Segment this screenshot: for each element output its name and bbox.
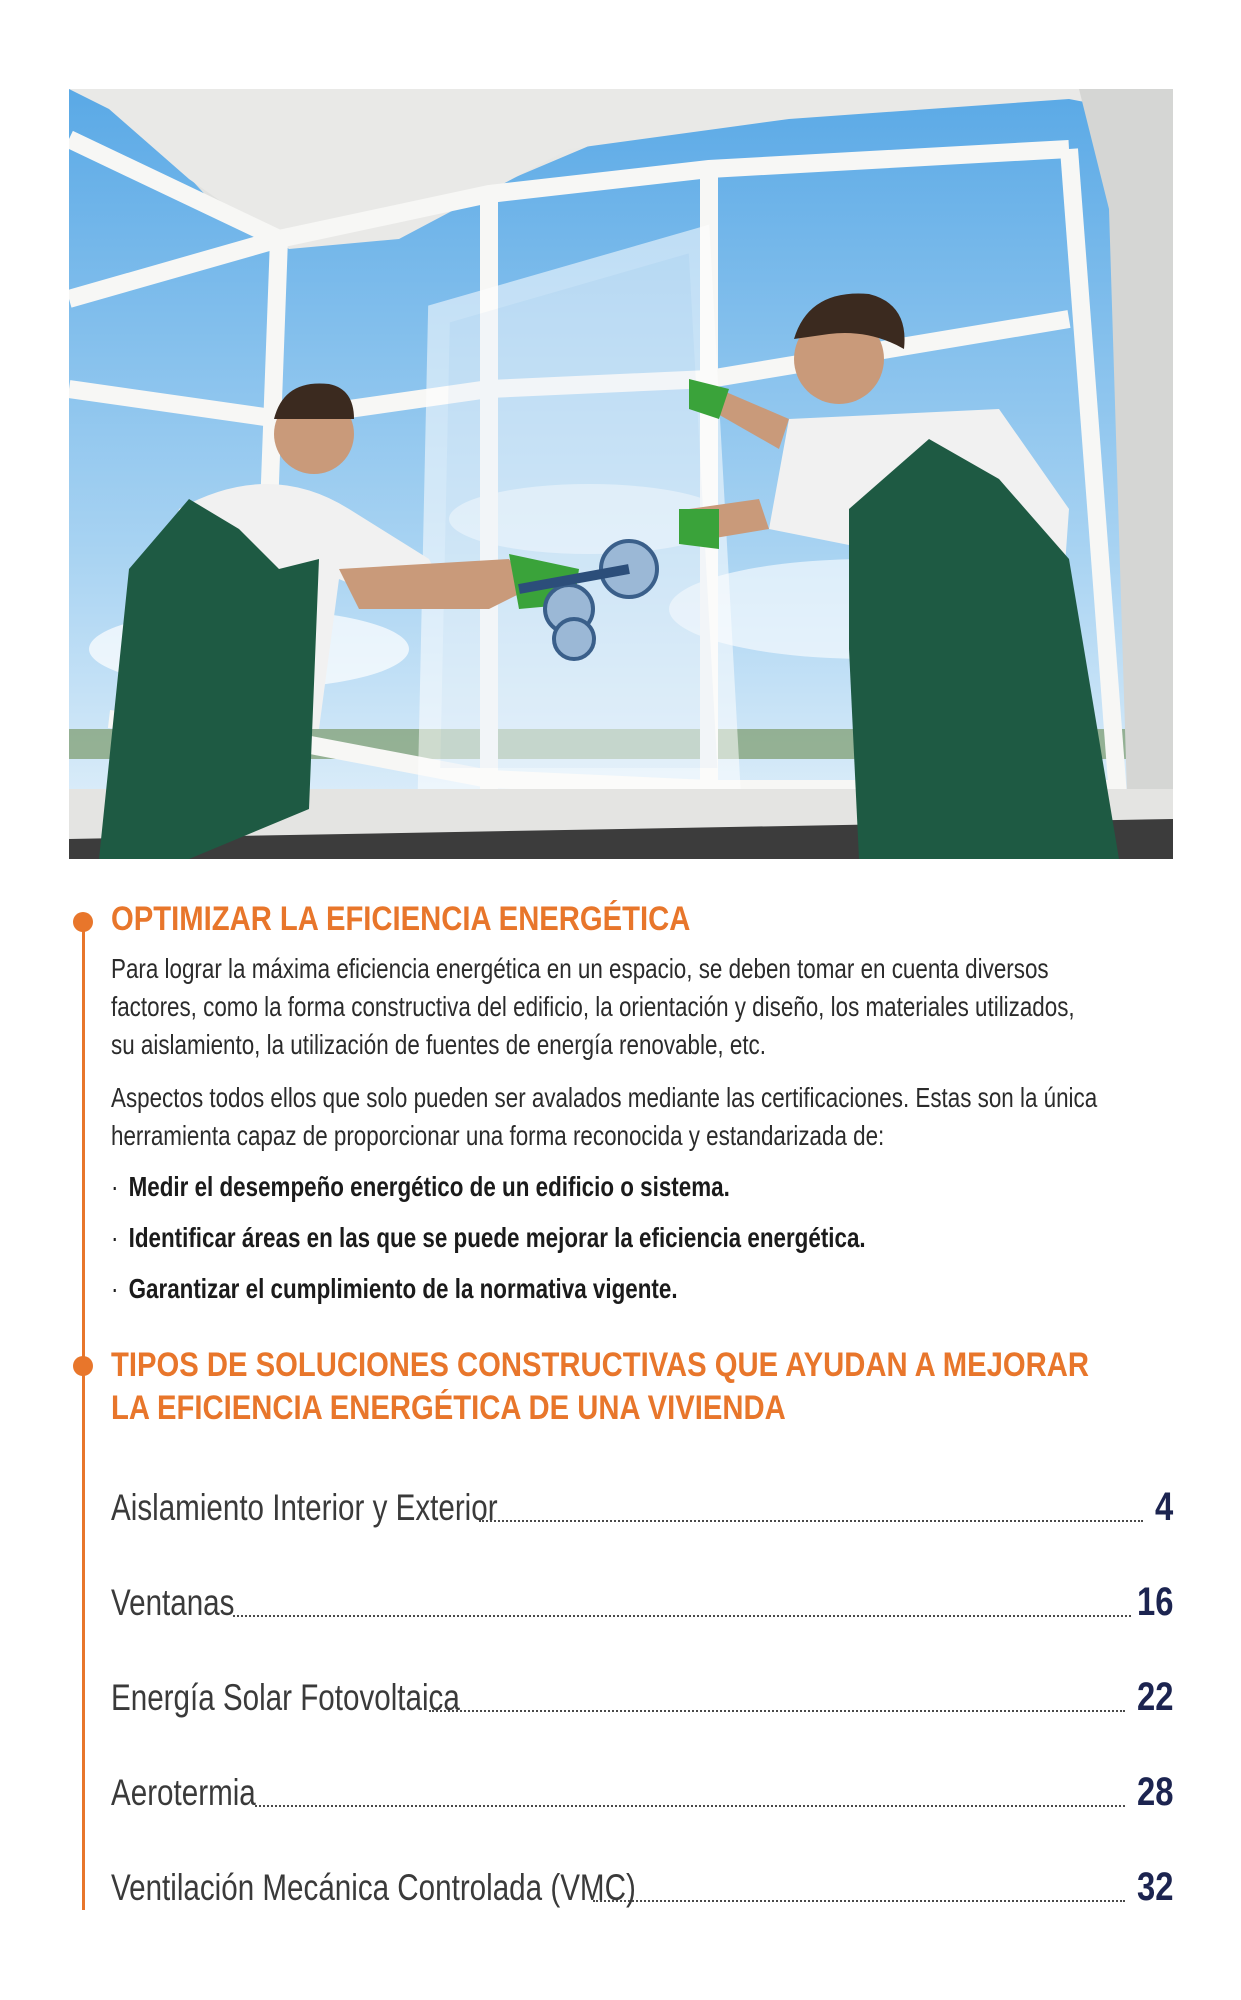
bullet-text: Medir el desempeño energético de un edificio o sistema.: [128, 1171, 730, 1202]
section-efficiency: [111, 898, 1173, 941]
paragraph-line: su aislamiento, la utilización de fuentes de energía renovable, etc.: [111, 1029, 766, 1060]
bullet-list: [111, 1168, 1173, 1308]
bullet-text: Identificar áreas en las que se puede mejorar la eficiencia energética.: [128, 1222, 866, 1253]
toc-page-number: 32: [1136, 1865, 1173, 1909]
toc-label: Ventilación Mecánica Controlada (VMC): [111, 1867, 636, 1908]
toc-leader: [593, 1900, 1125, 1902]
toc-leader: [255, 1805, 1125, 1807]
paragraph-line: herramienta capaz de proporcionar una forma reconocida y estandarizada de:: [111, 1120, 885, 1151]
bullet-item: [111, 1270, 961, 1308]
toc-item[interactable]: [111, 1670, 1173, 1720]
toc-page-number: 28: [1136, 1770, 1173, 1814]
toc-page-number: 16: [1136, 1580, 1173, 1624]
paragraph-2: [111, 1079, 1173, 1155]
paragraph-1: [111, 950, 1173, 1064]
section-solutions: [111, 1344, 1173, 1430]
toc-label: Ventanas: [111, 1582, 235, 1623]
toc-item[interactable]: [111, 1765, 1173, 1815]
timeline-bullet: [73, 1356, 93, 1376]
bullet-mark: ·: [111, 1273, 119, 1304]
paragraph-line: Para lograr la máxima eficiencia energética en un espacio, se deben tomar en cuenta diversos: [111, 953, 1049, 984]
paragraph-line: Aspectos todos ellos que solo pueden ser avalados mediante las certificaciones. Estas son la única: [111, 1082, 1098, 1113]
toc-page-number: 4: [1154, 1485, 1173, 1529]
hero-photo: [69, 89, 1173, 859]
timeline-line: [82, 922, 85, 1910]
toc-label: Aerotermia: [111, 1772, 256, 1813]
bullet-item: [111, 1168, 961, 1206]
bullet-mark: ·: [111, 1171, 119, 1202]
toc-label: Energía Solar Fotovoltaica: [111, 1677, 460, 1718]
section-title: OPTIMIZAR LA EFICIENCIA ENERGÉTICA: [111, 900, 691, 938]
toc-page-number: 22: [1136, 1675, 1173, 1719]
section-title: TIPOS DE SOLUCIONES CONSTRUCTIVAS QUE AYUDAN A MEJORAR: [111, 1346, 1090, 1384]
toc-leader: [479, 1520, 1143, 1522]
paragraph-line: factores, como la forma constructiva del edificio, la orientación y diseño, los materiales utilizados,: [111, 991, 1075, 1022]
toc-leader: [233, 1615, 1131, 1617]
bullet-text: Garantizar el cumplimiento de la normativa vigente.: [128, 1273, 678, 1304]
timeline-bullet: [73, 912, 93, 932]
bullet-mark: ·: [111, 1222, 119, 1253]
toc-item[interactable]: [111, 1575, 1173, 1625]
toc-label: Aislamiento Interior y Exterior: [111, 1487, 498, 1528]
bullet-item: [111, 1219, 961, 1257]
toc-leader: [429, 1710, 1125, 1712]
toc-item[interactable]: [111, 1860, 1173, 1910]
section-title: LA EFICIENCIA ENERGÉTICA DE UNA VIVIENDA: [111, 1389, 786, 1427]
toc-item[interactable]: [111, 1480, 1173, 1530]
